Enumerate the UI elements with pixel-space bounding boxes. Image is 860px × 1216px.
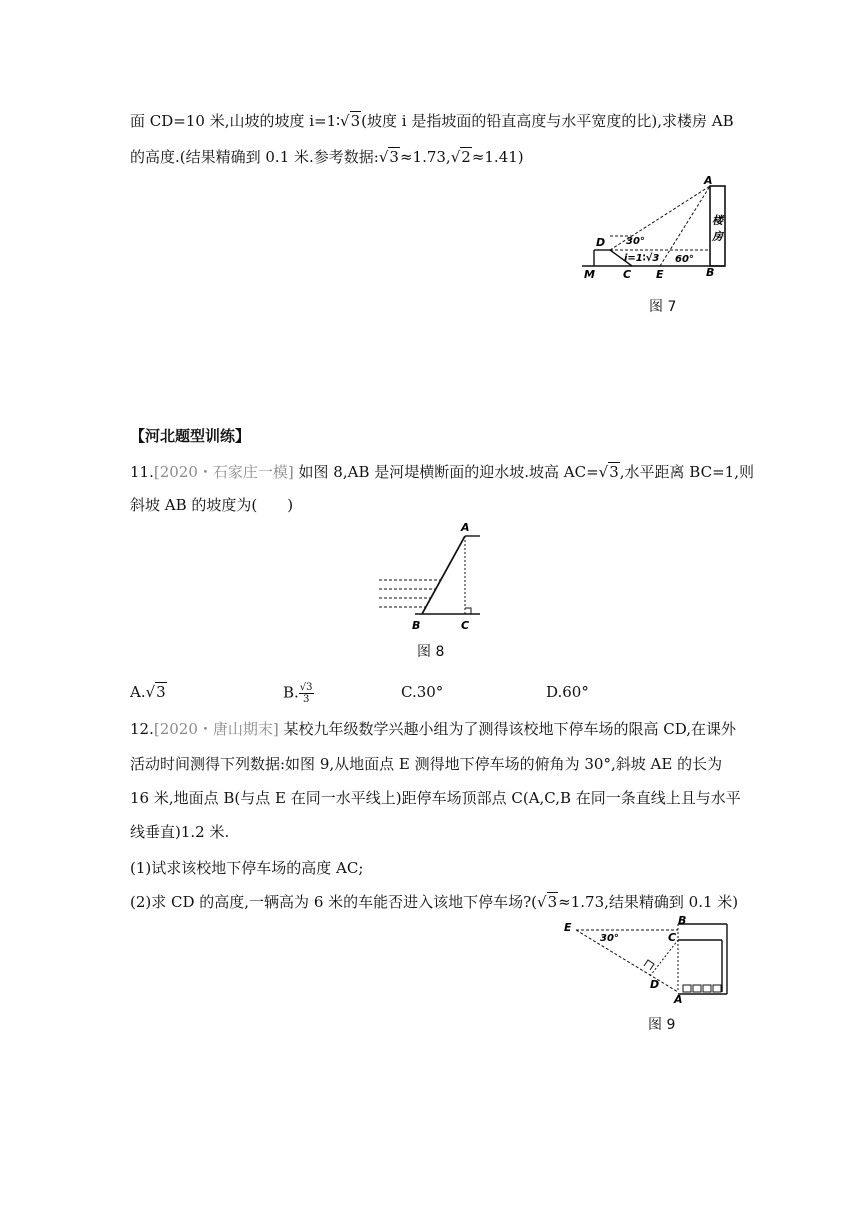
label-e: E: [656, 268, 664, 281]
sqrt-3: √3: [145, 683, 166, 701]
sqrt-2: √2: [450, 148, 471, 166]
sqrt-3: √3: [537, 893, 558, 911]
label-b: B: [412, 619, 421, 632]
label-e: E: [564, 921, 572, 934]
car-1: [683, 985, 691, 992]
section-title: 【河北题型训练】: [130, 427, 251, 445]
angle-30: 30°: [626, 236, 645, 247]
label-c: C: [623, 268, 632, 281]
q11-line-2: 斜坡 AB 的坡度为( ): [130, 496, 294, 514]
figure-9-caption: 图 9: [648, 1017, 676, 1033]
car-4: [713, 985, 721, 992]
option-d[interactable]: D.60°: [546, 683, 589, 701]
angle-60: 60°: [675, 254, 694, 265]
right-angle-mark: [465, 608, 471, 614]
figure-8-caption: 图 8: [417, 644, 445, 660]
q11-line-1: 11.[2020・石家庄一模] 如图 8,AB 是河堤横断面的迎水坡.坡高 AC=√3,水平距离 BC=1,则: [130, 463, 754, 481]
angle-30: 30°: [600, 933, 619, 944]
sight-da: [610, 186, 710, 250]
slope-label: i=1∶√3: [624, 253, 660, 264]
car-3: [703, 985, 711, 992]
sqrt-3: √3: [598, 463, 619, 481]
q12-sub-1: (1)试求该校地下停车场的高度 AC;: [130, 859, 364, 877]
segment-dc: [650, 940, 678, 976]
q12-line-1: 12.[2020・唐山期末] 某校九年级数学兴趣小组为了测得该校地下停车场的限高 CD,在课外: [130, 720, 737, 738]
figure-9: [562, 914, 737, 1004]
figure-8: [375, 520, 490, 635]
option-a[interactable]: A.√3: [130, 683, 166, 701]
car-2: [693, 985, 701, 992]
label-a: A: [674, 993, 683, 1006]
label-c: C: [668, 931, 677, 944]
slope-ab: [422, 536, 465, 614]
slope-ea: [576, 930, 678, 992]
p10-line-1: 面 CD=10 米,山坡的坡度 i=1∶√3(坡度 i 是指坡面的铅直高度与水平宽度的比),求楼房 AB: [130, 112, 734, 130]
figure-7: [580, 172, 740, 282]
q12-line-2: 活动时间测得下列数据:如图 9,从地面点 E 测得地下停车场的俯角为 30°,斜坡 AE 的长为: [130, 755, 723, 773]
building-label-2: 房: [712, 230, 723, 243]
label-c: C: [461, 619, 470, 632]
label-d: D: [650, 978, 660, 991]
building-label-1: 楼: [712, 214, 723, 227]
q12-sub-2: (2)求 CD 的高度,一辆高为 6 米的车能否进入该地下停车场?(√3≈1.73,结果精确到 0.1 米): [130, 893, 739, 911]
right-angle-mark: [644, 960, 654, 970]
label-m: M: [584, 268, 595, 281]
option-b[interactable]: B. $\frac{√3}{3}$: [283, 682, 313, 705]
label-b: B: [678, 914, 687, 927]
label-a: A: [704, 174, 713, 187]
label-b: B: [706, 266, 715, 279]
label-d: D: [596, 236, 606, 249]
option-c[interactable]: C.30°: [401, 683, 444, 701]
q12-source: [2020・唐山期末]: [153, 720, 279, 738]
p10-line-2: 的高度.(结果精确到 0.1 米.参考数据:√3≈1.73,√2≈1.41): [130, 148, 524, 166]
q11-source: [2020・石家庄一模]: [153, 463, 294, 481]
fraction: $\frac{√3}{3}$: [299, 682, 313, 705]
label-a: A: [461, 521, 470, 534]
q12-line-4: 线垂直)1.2 米.: [130, 823, 230, 841]
sqrt-3: √3: [378, 148, 399, 166]
sqrt-3: √3: [340, 112, 361, 130]
figure-7-caption: 图 7: [649, 299, 677, 315]
q12-line-3: 16 米,地面点 B(与点 E 在同一水平线上)距停车场顶部点 C(A,C,B 在同一条直线上且与水平: [130, 789, 741, 807]
